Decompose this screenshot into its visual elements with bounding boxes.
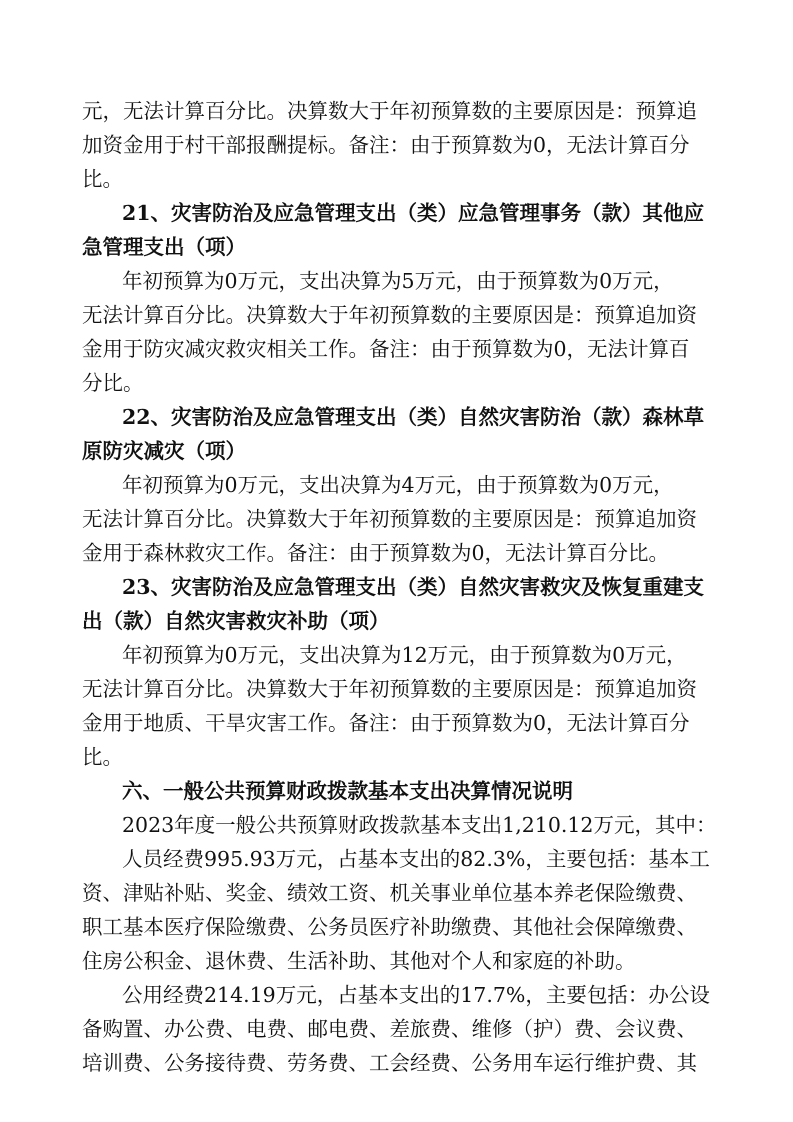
body-text-line: 比。 bbox=[82, 745, 123, 769]
body-text-line: 分比。 bbox=[82, 371, 144, 395]
body-text-line: 公用经费214.19万元，占基本支出的17.7%，主要包括：办公设 bbox=[122, 983, 710, 1007]
body-text-line: 无法计算百分比。决算数大于年初预算数的主要原因是：预算追加资 bbox=[82, 303, 697, 327]
section-heading: 23、灾害防治及应急管理支出（类）自然灾害救灾及恢复重建支 bbox=[122, 575, 705, 599]
body-text-line: 资、津贴补贴、奖金、绩效工资、机关事业单位基本养老保险缴费、 bbox=[82, 881, 697, 905]
body-text-line: 无法计算百分比。决算数大于年初预算数的主要原因是：预算追加资 bbox=[82, 507, 697, 531]
body-text-line: 金用于森林救灾工作。备注：由于预算数为0，无法计算百分比。 bbox=[82, 541, 670, 565]
body-text-line: 住房公积金、退休费、生活补助、其他对个人和家庭的补助。 bbox=[82, 949, 636, 973]
body-text-line: 加资金用于村干部报酬提标。备注：由于预算数为0，无法计算百分 bbox=[82, 133, 690, 157]
body-text-line: 备购置、办公费、电费、邮电费、差旅费、维修（护）费、会议费、 bbox=[82, 1017, 697, 1041]
body-text-line: 金用于防灾减灾救灾相关工作。备注：由于预算数为0，无法计算百 bbox=[82, 337, 690, 361]
body-text-line: 金用于地质、干旱灾害工作。备注：由于预算数为0，无法计算百分 bbox=[82, 711, 690, 735]
body-text-line: 无法计算百分比。决算数大于年初预算数的主要原因是：预算追加资 bbox=[82, 677, 697, 701]
section-heading-continued: 急管理支出（项） bbox=[82, 235, 246, 259]
body-text-line: 比。 bbox=[82, 167, 123, 191]
body-text-line: 人员经费995.93万元，占基本支出的82.3%，主要包括：基本工 bbox=[122, 847, 710, 871]
body-text-line: 年初预算为0万元，支出决算为5万元，由于预算数为0万元， bbox=[122, 269, 674, 293]
body-text-line: 2023年度一般公共预算财政拨款基本支出1,210.12万元，其中： bbox=[122, 813, 717, 837]
body-text-line: 培训费、公务接待费、劳务费、工会经费、公务用车运行维护费、其 bbox=[82, 1051, 697, 1075]
section-heading: 22、灾害防治及应急管理支出（类）自然灾害防治（款）森林草 bbox=[122, 405, 705, 429]
body-text-line: 年初预算为0万元，支出决算为12万元，由于预算数为0万元， bbox=[122, 643, 687, 667]
chapter-heading: 六、一般公共预算财政拨款基本支出决算情况说明 bbox=[122, 779, 573, 803]
body-text-line: 元，无法计算百分比。决算数大于年初预算数的主要原因是：预算追 bbox=[82, 99, 697, 123]
section-heading-continued: 出（款）自然灾害救灾补助（项） bbox=[82, 609, 390, 633]
body-text-line: 年初预算为0万元，支出决算为4万元，由于预算数为0万元， bbox=[122, 473, 674, 497]
body-text-line: 职工基本医疗保险缴费、公务员医疗补助缴费、其他社会保障缴费、 bbox=[82, 915, 697, 939]
section-heading: 21、灾害防治及应急管理支出（类）应急管理事务（款）其他应 bbox=[122, 201, 705, 225]
section-heading-continued: 原防灾减灾（项） bbox=[82, 439, 246, 463]
